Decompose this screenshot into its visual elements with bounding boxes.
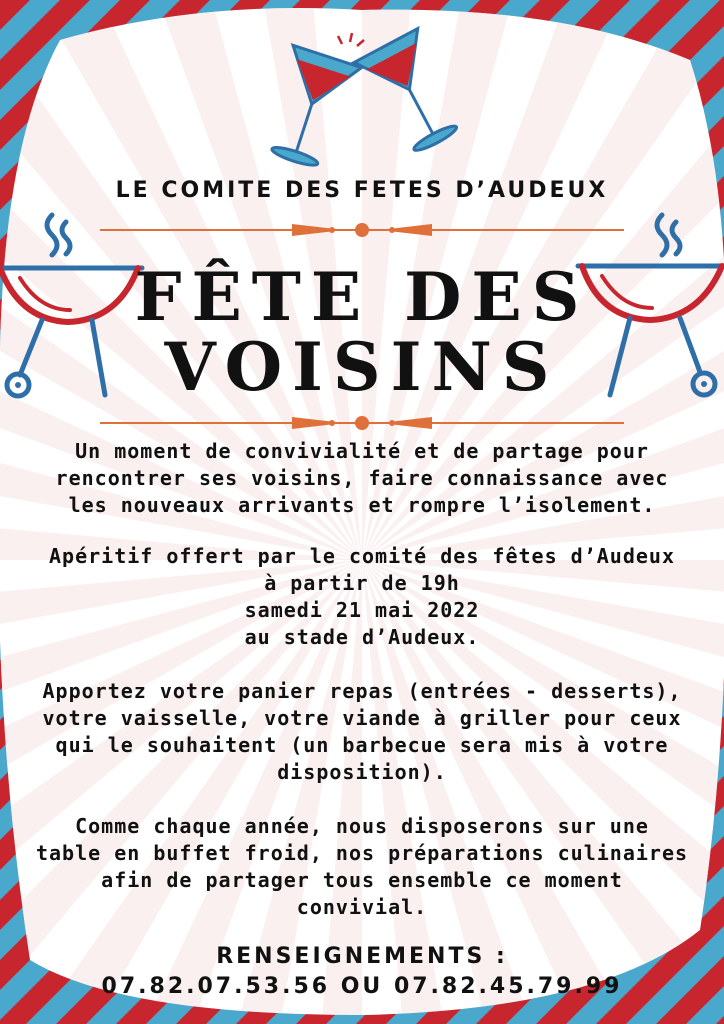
text-line: table en buffet froid, nos préparations culinaires bbox=[35, 841, 689, 865]
text-line: à partir de 19h bbox=[264, 571, 460, 595]
text-line: Un moment de convivialité et de partage pour bbox=[75, 439, 649, 463]
text-line: qui le souhaitent (un barbecue sera mis à votre bbox=[55, 733, 669, 757]
paragraph-aperitif bbox=[30, 543, 694, 651]
event-title bbox=[120, 258, 604, 406]
text-line: Apportez votre panier repas (entrées - desserts), bbox=[42, 679, 682, 703]
contact-label: RENSEIGNEMENTS : bbox=[216, 944, 508, 969]
text-line: les nouveaux arrivants et rompre l’isolement. bbox=[68, 493, 656, 517]
event-title-line-1: FÊTE DES bbox=[134, 258, 590, 336]
contact-phones: 07.82.07.53.56 OU 07.82.45.79.99 bbox=[101, 974, 623, 999]
text-line: Comme chaque année, nous disposerons sur une bbox=[75, 814, 649, 838]
paragraph-bring bbox=[30, 678, 694, 786]
text-line: rencontrer ses voisins, faire connaissance avec bbox=[55, 466, 669, 490]
contact-info bbox=[0, 942, 724, 1002]
event-title-line-2: VOISINS bbox=[164, 328, 560, 406]
text-line: samedi 21 mai 2022 bbox=[244, 598, 480, 622]
text-line: votre vaisselle, votre viande à griller pour ceux bbox=[42, 706, 682, 730]
text-line: Apéritif offert par le comité des fêtes d’Audeux bbox=[49, 544, 675, 568]
text-line: afin de partager tous ensemble ce moment bbox=[101, 868, 623, 892]
text-line: disposition). bbox=[277, 760, 447, 784]
text-line: convivial. bbox=[296, 895, 428, 919]
organizer-heading: LE COMITE DES FETES D’AUDEUX bbox=[115, 178, 609, 203]
text-line: au stade d’Audeux. bbox=[244, 625, 480, 649]
paragraph-buffet bbox=[30, 813, 694, 921]
paragraph-intro bbox=[30, 438, 694, 519]
